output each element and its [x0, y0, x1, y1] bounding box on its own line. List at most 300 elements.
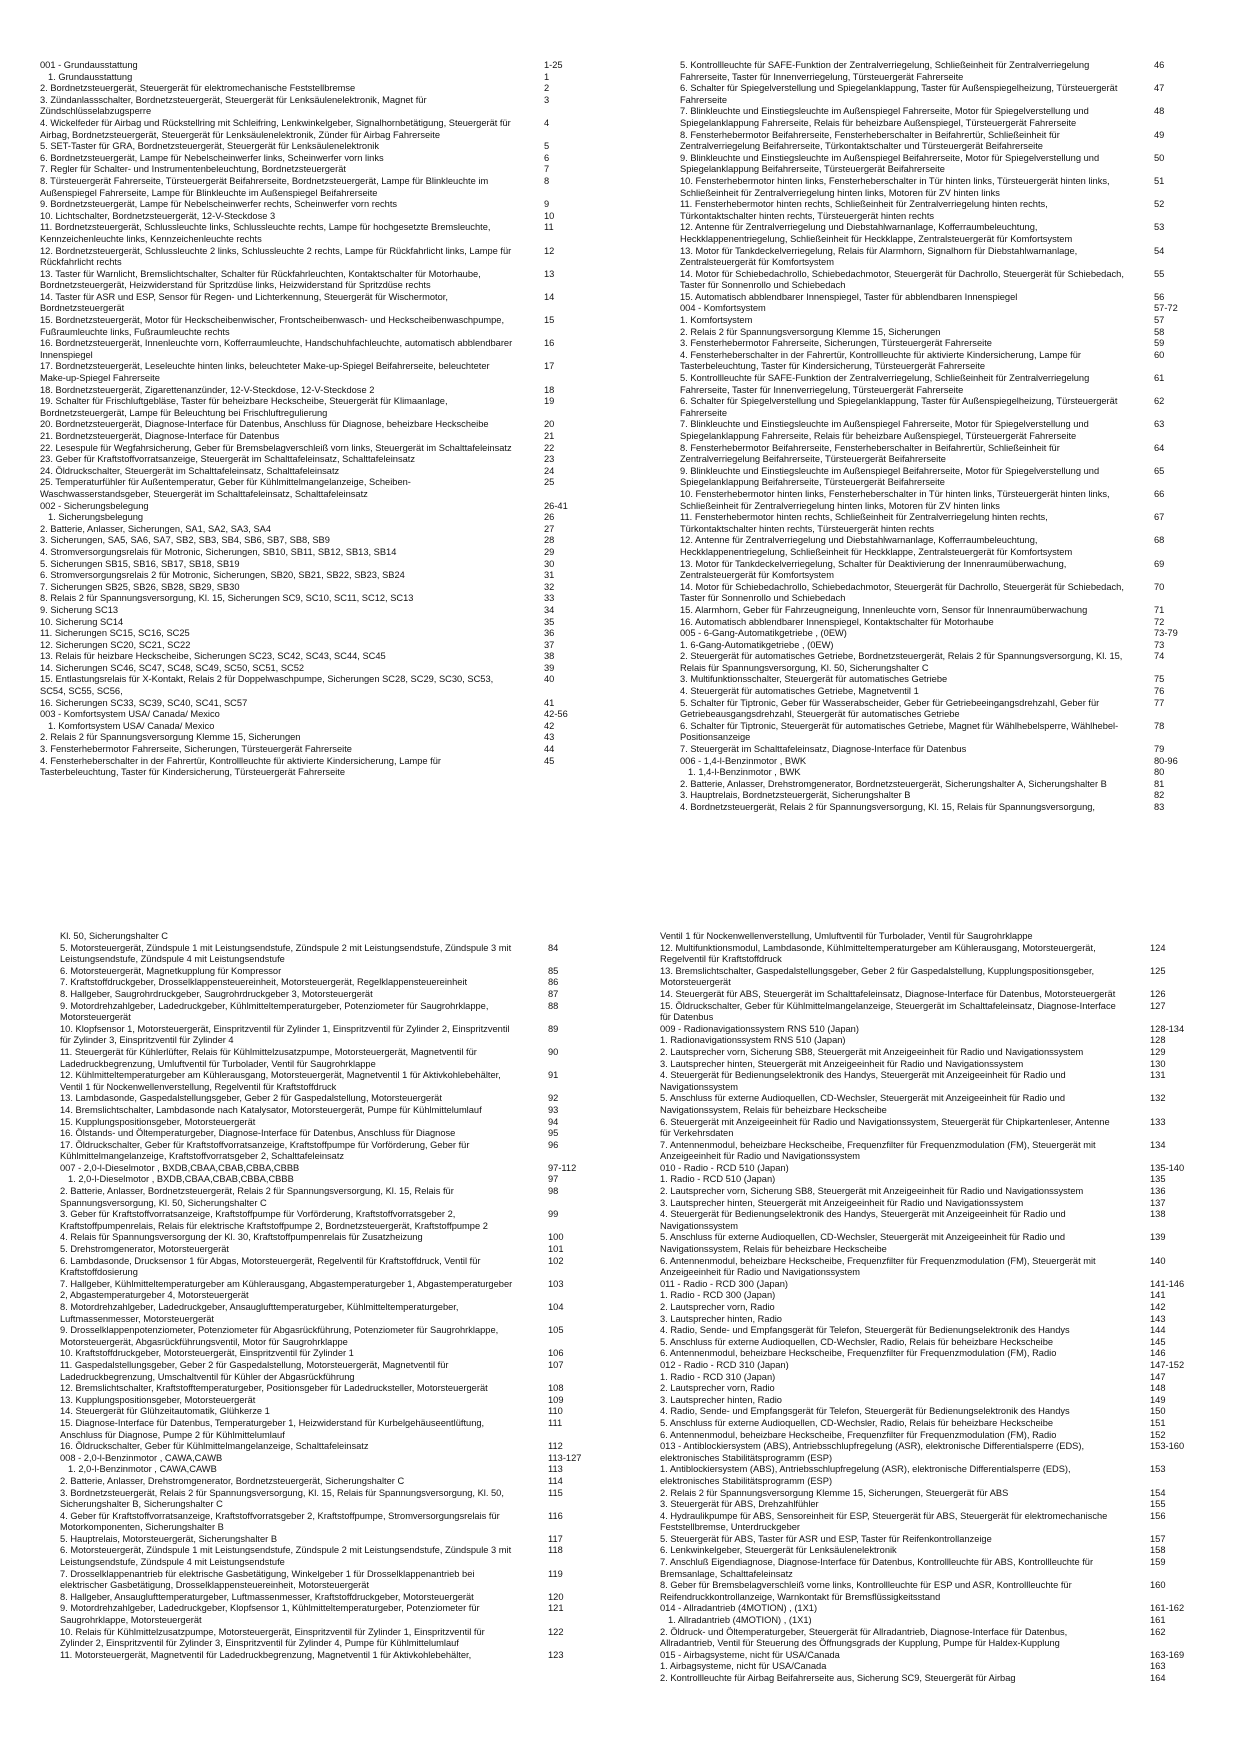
- toc-entry: [660, 1314, 1192, 1326]
- toc-entry: [60, 1128, 600, 1140]
- toc-entry-page: 92: [548, 1093, 559, 1104]
- toc-entry-title: 6. Antennenmodul, beheizbare Heckscheibe, Frequenzfilter für Frequenzmodulation (FM), Radio: [660, 1348, 1057, 1359]
- toc-entry-title: 9. Sicherung SC13: [40, 604, 119, 615]
- toc-entry-page: 112: [548, 1441, 563, 1452]
- toc-entry: [660, 1545, 1192, 1557]
- toc-entry-page: 153: [1150, 1464, 1166, 1475]
- toc-entry: [660, 1163, 1192, 1175]
- toc-entry: [60, 1093, 600, 1105]
- toc-entry: [680, 396, 1190, 419]
- toc-entry-page: 35: [544, 616, 555, 627]
- toc-entry-page: 1: [544, 71, 550, 82]
- toc-entry: [40, 721, 600, 733]
- toc-entry: [40, 60, 600, 72]
- toc-entry-page: 162: [1150, 1626, 1166, 1637]
- toc-entry-title: 7. Hallgeber, Kühlmitteltemperaturgeber am Kühlerausgang, Abgastemperaturgeber 1, Abgastemperaturgeber 2, Abgastemperaturgeber 4, Motorsteuergerät: [60, 1278, 513, 1301]
- toc-entry: [60, 1163, 600, 1175]
- toc-entry-title: 9. Blinkleuchte und Einstiegsleuchte im Außenspiegel Beifahrerseite, Motor für Spiegelverstellung und Spiegelanklappung Beifahrerseite, Türsteuergerät Beifahrerseite: [680, 152, 1100, 175]
- toc-entry-title: 7. Anschluß Eigendiagnose, Diagnose-Interface für Datenbus, Kontrollleuchte für ABS, Kontrollleuchte für Bremsanlage, Schalttafeleinsatz: [660, 1557, 1094, 1579]
- toc-entry: [40, 756, 600, 779]
- toc-entry-page: 26: [544, 512, 555, 523]
- toc-entry-title: 7. Steuergerät im Schalttafeleinsatz, Diagnose-Interface für Datenbus: [680, 744, 967, 755]
- toc-entry-title: 1. Komfortsystem: [680, 315, 753, 326]
- toc-entry-page: 59: [1154, 338, 1165, 349]
- toc-entry-title: 12. Antenne für Zentralverriegelung und Diebstahlwarnanlage, Kofferraumbeleuchtung, Heckklappenentriegelung, Schließeinheit für Heckklappe, Zentralsteuergerät für Komfortsystem: [680, 222, 1073, 244]
- toc-entry-title: 004 - Komfortsystem: [680, 303, 766, 314]
- toc-entry-page: 134: [1150, 1139, 1166, 1150]
- toc-entry: [680, 686, 1190, 698]
- toc-entry-page: 3: [544, 94, 550, 105]
- toc-entry-title: 8. Türsteuergerät Fahrerseite, Türsteuergerät Beifahrerseite, Bordnetzsteuergerät, Lampe für Blinkleuchte im Außenspiegel Fahrerseite, Lampe für Blinkleuchte im Außenspiegel Beifahrerseite: [40, 175, 489, 198]
- toc-entry-page: 141-146: [1150, 1278, 1185, 1289]
- toc-entry: [40, 535, 600, 547]
- toc-entry-page: 24: [544, 465, 555, 476]
- toc-entry: [60, 1476, 600, 1488]
- toc-entry-page: 58: [1154, 326, 1165, 337]
- toc-entry: [660, 1256, 1192, 1279]
- toc-entry-title: 4. Fensterheberschalter in der Fahrertür, Kontrollleuchte für aktivierte Kindersicherung, Lampe für Tasterbeleuchtung, Taster für Kindersicherung, Türsteuergerät Fahrerseite: [680, 349, 1082, 372]
- toc-entry-title: 5. Steuergerät für ABS, Taster für ASR und ESP, Taster für Reifenkontrollanzeige: [660, 1533, 992, 1544]
- toc-entry: [660, 1499, 1192, 1511]
- toc-entry-title: 005 - 6-Gang-Automatikgetriebe , (0EW): [680, 628, 847, 639]
- toc-entry-page: 53: [1154, 222, 1165, 233]
- toc-entry: [660, 1406, 1192, 1418]
- toc-entry-title: 15. Alarmhorn, Geber für Fahrzeugneigung, Innenleuchte vorn, Sensor für Innenraumüberwachung: [680, 604, 1088, 615]
- toc-entry: [680, 60, 1190, 83]
- toc-entry-page: 13: [544, 268, 555, 279]
- toc-entry-page: 102: [548, 1255, 564, 1266]
- toc-entry: [40, 732, 600, 744]
- toc-entry: [660, 1661, 1192, 1673]
- toc-entry-title: 10. Fensterhebermotor hinten links, Fensterheberschalter in Tür hinten links, Türsteuergerät hinten links, Schließeinheit für Zentralverriegelung hinten links, Motoren für ZV hinten links: [680, 488, 1110, 511]
- toc-entry-title: 12. Sicherungen SC20, SC21, SC22: [40, 639, 191, 650]
- toc-entry-title: 2. Bordnetzsteuergerät, Steuergerät für elektromechanische Feststellbremse: [40, 83, 356, 94]
- toc-entry-page: 135-140: [1150, 1162, 1185, 1173]
- toc-entry-title: 9. Motordrehzahlgeber, Ladedruckgeber, Klopfsensor 1, Kühlmitteltemperaturgeber, Potenziometer für Saugrohrklappe, Motorsteuergerät: [60, 1603, 480, 1626]
- toc-entry-page: 36: [544, 628, 555, 639]
- toc-entry-page: 124: [1150, 942, 1166, 953]
- toc-entry-page: 19: [544, 396, 555, 407]
- toc-entry-page: 150: [1150, 1406, 1166, 1417]
- toc-entry: [60, 1453, 600, 1465]
- toc-entry-page: 86: [548, 977, 559, 988]
- toc-entry-page: 139: [1150, 1232, 1166, 1243]
- toc-entry-title: 8. Geber für Bremsbelagverschleiß vorne links, Kontrollleuchte für ESP und ASR, Kontrollleuchte für Reifendruckkontrollanzeige, Warnkontakt für Bremsflüssigkeitsstand: [660, 1580, 1072, 1602]
- toc-entry-title: 010 - Radio - RCD 510 (Japan): [660, 1162, 789, 1173]
- toc-entry-title: 13. Motor für Tankdeckelverriegelung, Relais für Alarmhorn, Signalhorn für Diebstahlwarnanlage, Zentralsteuergerät für Komfortsystem: [680, 245, 1078, 268]
- toc-entry-page: 66: [1154, 488, 1165, 499]
- toc-entry: [660, 1047, 1192, 1059]
- toc-entry-title: 4. Radio, Sende- und Empfangsgerät für Telefon, Steuergerät für Bedienungselektronik des Handys: [660, 1406, 1070, 1417]
- toc-entry-title: 5. Anschluss für externe Audioquellen, CD-Wechsler, Steuergerät mit Anzeigeeinheit für Radio und Navigationssystem, Relais für beheizbare Heckscheibe: [660, 1093, 1065, 1115]
- toc-entry-title: 6. Motorsteuergerät, Magnetkupplung für Kompressor: [60, 965, 282, 976]
- toc-entry: [60, 1534, 600, 1546]
- toc-entry: [680, 443, 1190, 466]
- toc-entry-title: 5. Drehstromgenerator, Motorsteuergerät: [60, 1244, 229, 1255]
- toc-entry-title: 6. Schalter für Tiptronic, Steuergerät für automatisches Getriebe, Magnet für Wählhebelsperre, Wählhebel-Positionsanzeige: [680, 720, 1119, 743]
- toc-entry-title: 012 - Radio - RCD 310 (Japan): [660, 1359, 789, 1370]
- toc-entry-title: 4. Radio, Sende- und Empfangsgerät für Telefon, Steuergerät für Bedienungselektronik des Handys: [660, 1325, 1070, 1336]
- toc-entry: [40, 651, 600, 663]
- toc-entry: [40, 744, 600, 756]
- toc-entry-page: 85: [548, 965, 559, 976]
- toc-entry: [680, 744, 1190, 756]
- toc-entry: [680, 269, 1190, 292]
- toc-entry-title: 1. Airbagsysteme, nicht für USA/Canada: [660, 1661, 827, 1672]
- toc-entry: [40, 501, 600, 513]
- toc-entry: [660, 1360, 1192, 1372]
- toc-entry-page: 51: [1154, 175, 1165, 186]
- toc-entry-page: 155: [1150, 1499, 1166, 1510]
- toc-entry-page: 44: [544, 744, 555, 755]
- toc-entry: [40, 315, 600, 338]
- toc-entry-title: 16. Sicherungen SC33, SC39, SC40, SC41, SC57: [40, 697, 248, 708]
- toc-entry: [680, 466, 1190, 489]
- toc-entry-title: 1. Radionavigationssystem RNS 510 (Japan): [660, 1035, 846, 1046]
- toc-entry-title: 3. Zündanlassschalter, Bordnetzsteuergerät, Steuergerät für Lenksäulenelektronik, Magnet für Zündschlüsselabzugsperre: [40, 94, 427, 117]
- toc-entry-title: 9. Motordrehzahlgeber, Ladedruckgeber, Kühlmitteltemperaturgeber, Potenziometer für Saugrohrklappe, Motorsteuergerät: [60, 1000, 489, 1023]
- toc-entry: [680, 176, 1190, 199]
- toc-entry-title: 14. Taster für ASR und ESP, Sensor für Regen- und Lichterkennung, Steuergerät für Wischermotor, Bordnetzsteuergerät: [40, 291, 448, 314]
- toc-entry-title: 10. Relais für Kühlmittelzusatzpumpe, Motorsteuergerät, Einspritzventil für Zylinder 1, Einspritzventil für Zylinder 2, Einspritzventil für Zylinder 3, Einspritzventil für Zylinder 4, Pumpe für Kühlmittelumlauf: [60, 1626, 485, 1649]
- toc-entry: [660, 1650, 1192, 1662]
- toc-entry-title: 3. Lautsprecher hinten, Steuergerät mit Anzeigeeinheit für Radio und Navigationssystem: [660, 1197, 1024, 1208]
- toc-entry: [660, 989, 1192, 1001]
- toc-entry-page: 151: [1150, 1417, 1166, 1428]
- toc-entry-page: 95: [548, 1128, 559, 1139]
- toc-entry: [680, 153, 1190, 176]
- toc-entry: [680, 802, 1190, 814]
- toc-entry-title: 19. Schalter für Frischluftgebläse, Taster für beheizbare Heckscheibe, Steuergerät für Klimaanlage, Bordnetzsteuergerät, Lampe für Beleuchtung bei Frischluftregulierung: [40, 396, 448, 418]
- toc-entry-title: 10. Kraftstoffdruckgeber, Motorsteuergerät, Einspritzventil für Zylinder 1: [60, 1348, 354, 1359]
- toc-entry-page: 60: [1154, 349, 1165, 360]
- toc-entry-title: 14. Steuergerät für ABS, Steuergerät im Schalttafeleinsatz, Diagnose-Interface für Datenbus, Motorsteuergerät: [660, 988, 1116, 999]
- toc-entry-page: 17: [544, 361, 555, 372]
- toc-entry: [40, 443, 600, 455]
- toc-entry-page: 89: [548, 1023, 559, 1034]
- toc-entry-page: 153-160: [1150, 1441, 1185, 1452]
- toc-entry-page: 73: [1154, 639, 1165, 650]
- toc-entry-page: 10: [544, 210, 555, 221]
- toc-entry-title: 5. Motorsteuergerät, Zündspule 1 mit Leistungsendstufe, Zündspule 2 mit Leistungsendstufe, Zündspule 3 mit Leistungsendstufe, Zündspule 4 mit Leistungsendstufe: [60, 942, 512, 965]
- toc-entry-title: 2. Batterie, Anlasser, Bordnetzsteuergerät, Relais 2 für Spannungsversorgung, Kl. 15, Relais für Spannungsversorgung, Kl. 50, Sicherungshalter C: [60, 1186, 454, 1208]
- toc-entry-page: 106: [548, 1348, 564, 1359]
- toc-entry-page: 135: [1150, 1174, 1166, 1185]
- toc-entry: [40, 419, 600, 431]
- toc-entry-page: 42-56: [544, 709, 568, 720]
- toc-entry-page: 30: [544, 558, 555, 569]
- toc-entry-title: 6. Schalter für Spiegelverstellung und Spiegelanklappung, Taster für Außenspiegelheizung, Türsteuergerät Fahrerseite: [680, 396, 1118, 418]
- toc-entry-page: 84: [548, 942, 559, 953]
- toc-entry: [60, 1603, 600, 1626]
- toc-entry-page: 75: [1154, 674, 1165, 685]
- toc-entry-page: 41: [544, 697, 555, 708]
- toc-entry-title: 1. Radio - RCD 300 (Japan): [660, 1290, 776, 1301]
- toc-entry: [680, 767, 1190, 779]
- toc-entry-page: 71: [1154, 604, 1165, 615]
- toc-entry-title: 18. Bordnetzsteuergerät, Zigarettenanzünder, 12-V-Steckdose, 12-V-Steckdose 2: [40, 384, 375, 395]
- toc-entry-title: 3. Bordnetzsteuergerät, Relais 2 für Spannungsversorgung, Kl. 15, Relais für Spannungsversorgung, Kl. 50, Sicherungshalter B, Sicherungshalter C: [60, 1487, 504, 1510]
- toc-entry-page: 68: [1154, 535, 1165, 546]
- toc-entry-page: 97-112: [548, 1162, 577, 1173]
- toc-entry-title: 1. Grundausstattung: [48, 71, 133, 82]
- toc-entry-page: 33: [544, 593, 555, 604]
- toc-entry: [40, 431, 600, 443]
- toc-entry-title: 2. Relais 2 für Spannungsversorgung Klemme 15, Sicherungen: [680, 326, 941, 337]
- toc-entry-title: 4. Stromversorgungsrelais für Motronic, Sicherungen, SB10, SB11, SB12, SB13, SB14: [40, 546, 397, 557]
- toc-entry: [680, 327, 1190, 339]
- toc-entry: [680, 756, 1190, 768]
- toc-entry-page: 133: [1150, 1116, 1166, 1127]
- toc-entry: [40, 199, 600, 211]
- toc-entry: [40, 593, 600, 605]
- toc-entry-page: 126: [1150, 988, 1166, 999]
- toc-entry-title: 7. Drosselklappenantrieb für elektrische Gasbetätigung, Winkelgeber 1 für Drosselklappenantrieb bei elektrischer Gasbetätigung, Drosselklappensteuereinheit, Motorsteuergerät: [60, 1568, 475, 1591]
- toc-entry-page: 2: [544, 83, 550, 94]
- toc-entry-title: 11. Gaspedalstellungsgeber, Geber 2 für Gaspedalstellung, Motorsteuergerät, Magnetventil für Ladedruckbegrenzung, Umschaltventil für Kühler der Abgasrückführung: [60, 1359, 449, 1382]
- toc-entry: [660, 1198, 1192, 1210]
- toc-entry-page: 57: [1154, 315, 1165, 326]
- toc-entry-page: 42: [544, 720, 555, 731]
- toc-entry-title: 1. Antiblockiersystem (ABS), Antriebsschlupfregelung (ASR), elektronische Differentialsperre (EDS), elektronisches Stabilitätsprogramm (ESP): [660, 1464, 1071, 1486]
- toc-entry-page: 8: [544, 175, 550, 186]
- toc-entry-title: 5. Anschluss für externe Audioquellen, CD-Wechsler, Radio, Relais für beheizbare Heckscheibe: [660, 1336, 1054, 1347]
- toc-entry-page: 47: [1154, 83, 1165, 94]
- toc-entry: [40, 385, 600, 397]
- toc-entry-title: 7. Antennenmodul, beheizbare Heckscheibe, Frequenzfilter für Frequenzmodulation (FM), Steuergerät mit Anzeigeeinheit für Radio und Navigationssystem: [660, 1139, 1096, 1162]
- toc-entry: [680, 698, 1190, 721]
- toc-entry-page: 149: [1150, 1394, 1166, 1405]
- toc-entry-title: 011 - Radio - RCD 300 (Japan): [660, 1278, 788, 1289]
- toc-entry-title: 16. Bordnetzsteuergerät, Innenleuchte vorn, Kofferraumleuchte, Handschuhfachleuchte, automatisch abblendbarer Innenspiegel: [40, 338, 513, 360]
- toc-entry-page: 105: [548, 1325, 564, 1336]
- toc-entry: [680, 130, 1190, 153]
- toc-entry-title: 2. Kontrollleuchte für Airbag Beifahrerseite aus, Sicherung SC9, Steuergerät für Airbag: [660, 1673, 1016, 1683]
- toc-entry-title: 15. Automatisch abblendbarer Innenspiegel, Taster für abblendbaren Innenspiegel: [680, 291, 1018, 302]
- toc-entry-page: 100: [548, 1232, 564, 1243]
- toc-entry-page: 156: [1150, 1510, 1166, 1521]
- toc-entry: [680, 246, 1190, 269]
- toc-entry: [680, 222, 1190, 245]
- toc-entry: [660, 1372, 1192, 1384]
- toc-entry-title: 9. Blinkleuchte und Einstiegsleuchte im Außenspiegel Beifahrerseite, Motor für Spiegelverstellung und Spiegelanklappung Beifahrerseite, Türsteuergerät Beifahrerseite: [680, 465, 1100, 488]
- toc-entry-page: 21: [544, 431, 555, 441]
- toc-entry-title: 6. Lambdasonde, Drucksensor 1 für Abgas, Motorsteuergerät, Regelventil für Kraftstoffdruck, Ventil für Kraftstoffdosierung: [60, 1255, 481, 1278]
- toc-entry-page: 154: [1150, 1487, 1166, 1498]
- toc-entry-page: 18: [544, 384, 555, 395]
- toc-entry: [40, 628, 600, 640]
- toc-entry-title: 8. Relais 2 für Spannungsversorgung, Kl. 15, Sicherungen SC9, SC10, SC11, SC12, SC13: [40, 593, 414, 604]
- toc-entry-page: 15: [544, 315, 555, 326]
- toc-entry-title: 1. Komfortsystem USA/ Canada/ Mexico: [48, 720, 215, 731]
- toc-entry: [680, 790, 1190, 802]
- toc-entry: [680, 489, 1190, 512]
- toc-entry-page: 114: [548, 1475, 563, 1486]
- toc-entry: [60, 1360, 600, 1383]
- toc-entry-title: 16. Automatisch abblendbarer Innenspiegel, Kontaktschalter für Motorhaube: [680, 616, 994, 627]
- toc-entry: [660, 1024, 1192, 1036]
- toc-entry-page: 127: [1150, 1000, 1166, 1011]
- toc-column-left: [40, 60, 600, 779]
- toc-entry-title: 002 - Sicherungsbelegung: [40, 500, 149, 511]
- toc-entry-title: 11. Sicherungen SC15, SC16, SC25: [40, 628, 190, 639]
- toc-entry-title: 015 - Airbagsysteme, nicht für USA/Canada: [660, 1649, 840, 1660]
- toc-entry: [660, 1035, 1192, 1047]
- toc-entry: [660, 1140, 1192, 1163]
- toc-entry-page: 132: [1150, 1093, 1166, 1104]
- toc-entry-page: 90: [548, 1046, 559, 1057]
- toc-entry-title: 5. Kontrollleuchte für SAFE-Funktion der Zentralverriegelung, Schließeinheit für Zentralverriegelung Fahrerseite, Taster für Innenverriegelung, Türsteuergerät Fahrerseite: [680, 373, 1090, 395]
- toc-entry-page: 69: [1154, 558, 1165, 569]
- toc-entry-title: 003 - Komfortsystem USA/ Canada/ Mexico: [40, 709, 220, 720]
- toc-entry-title: 15. Entlastungsrelais für X-Kontakt, Relais 2 für Doppelwaschpumpe, Sicherungen SC28, SC29, SC30, SC53, SC54, SC55, SC56,: [40, 674, 494, 697]
- toc-entry-title: Ventil 1 für Nockenwellenverstellung, Umluftventil für Turbolader, Ventil für Saugrohrklappe: [660, 931, 1033, 941]
- toc-entry-page: 99: [548, 1209, 559, 1220]
- toc-entry-title: 2. Steuergerät für automatisches Getriebe, Bordnetzsteuergerät, Relais 2 für Spannungsversorgung, Kl. 15, Relais für Spannungsversorgung, Kl. 50, Sicherungshalter C: [680, 651, 1123, 673]
- toc-entry-page: 12: [544, 245, 555, 256]
- toc-entry: [660, 1673, 1192, 1685]
- toc-entry: [40, 292, 600, 315]
- toc-entry: [660, 1186, 1192, 1198]
- toc-entry: [660, 1070, 1192, 1093]
- toc-entry-title: 7. Blinkleuchte und Einstiegsleuchte im Außenspiegel Fahrerseite, Motor für Spiegelverstellung und Spiegelanklappung Fahrerseite, Relais für beheizbare Außenspiegel, Türsteuergerät Fahrerseite: [680, 106, 1089, 128]
- toc-entry-page: 116: [548, 1510, 563, 1521]
- toc-entry: [660, 1430, 1192, 1442]
- toc-entry-page: 26-41: [544, 500, 568, 511]
- toc-entry: [680, 419, 1190, 442]
- toc-entry-title: 8. Hallgeber, Saugrohrdruckgeber, Saugrohrdruckgeber 3, Motorsteuergerät: [60, 988, 373, 999]
- toc-entry-page: 96: [548, 1139, 559, 1150]
- toc-entry-page: 113-127: [548, 1452, 582, 1463]
- toc-entry-title: 007 - 2,0-l-Dieselmotor , BXDB,CBAA,CBAB,CBBA,CBBB: [60, 1162, 300, 1173]
- toc-entry-page: 123: [548, 1649, 564, 1660]
- toc-entry-title: 11. Motorsteuergerät, Magnetventil für Ladedruckbegrenzung, Magnetventil 1 für Aktivkohlebehälter,: [60, 1649, 472, 1660]
- toc-entry-title: 1. Radio - RCD 510 (Japan): [660, 1174, 776, 1185]
- toc-entry-title: 8. Motordrehzahlgeber, Ladedruckgeber, Ansauglufttemperaturgeber, Kühlmitteltemperaturgeber, Luftmassenmesser, Motorsteuergerät: [60, 1302, 459, 1324]
- toc-entry-page: 136: [1150, 1186, 1166, 1197]
- toc-entry: [40, 361, 600, 384]
- toc-entry-title: 6. Schalter für Spiegelverstellung und Spiegelanklappung, Taster für Außenspiegelheizung, Türsteuergerät Fahrerseite: [680, 83, 1118, 105]
- toc-entry-page: 111: [548, 1417, 563, 1428]
- toc-entry-page: 159: [1150, 1557, 1166, 1568]
- toc-entry: [60, 1117, 600, 1129]
- toc-entry: [40, 570, 600, 582]
- toc-entry: [40, 640, 600, 652]
- toc-entry: [660, 1174, 1192, 1186]
- toc-entry-title: 10. Klopfsensor 1, Motorsteuergerät, Einspritzventil für Zylinder 1, Einspritzventil für Zylinder 2, Einspritzventil für Zylinder 3, Einspritzventil für Zylinder 4: [60, 1023, 510, 1046]
- toc-entry-page: 31: [544, 570, 555, 581]
- toc-entry: [60, 1186, 600, 1209]
- toc-entry-page: 101: [548, 1244, 564, 1255]
- toc-entry-page: 70: [1154, 581, 1165, 592]
- toc-entry-page: 107: [548, 1359, 564, 1370]
- toc-entry-title: 10. Sicherung SC14: [40, 616, 124, 627]
- toc-entry-title: 15. Bordnetzsteuergerät, Motor für Heckscheibenwischer, Frontscheibenwasch- und Heckscheibenwaschpumpe, Fußraumleuchte links, Fußraumleuchte rechts: [40, 315, 505, 337]
- toc-entry: [60, 966, 600, 978]
- toc-entry: [40, 269, 600, 292]
- toc-entry-title: 3. Lautsprecher hinten, Steuergerät mit Anzeigeeinheit für Radio und Navigationssystem: [660, 1058, 1024, 1069]
- toc-entry-page: 45: [544, 755, 555, 766]
- toc-entry: [680, 303, 1190, 315]
- toc-entry: [40, 698, 600, 710]
- toc-entry-title: 008 - 2,0-l-Benzinmotor , CAWA,CAWB: [60, 1452, 223, 1463]
- toc-entry-title: 2. Lautsprecher vorn, Radio: [660, 1383, 775, 1394]
- toc-entry-page: 72: [1154, 616, 1165, 627]
- toc-entry: [60, 1024, 600, 1047]
- toc-entry-page: 5: [544, 141, 550, 152]
- toc-entry-page: 146: [1150, 1348, 1166, 1359]
- toc-entry: [40, 118, 600, 141]
- toc-entry-page: 11: [544, 222, 554, 233]
- toc-entry-page: 54: [1154, 245, 1165, 256]
- toc-entry-page: 14: [544, 291, 555, 302]
- toc-entry: [60, 1627, 600, 1650]
- toc-entry: [680, 605, 1190, 617]
- toc-entry-page: 131: [1150, 1070, 1166, 1081]
- toc-entry-title: 13. Motor für Tankdeckelverriegelung, Schalter für Deaktivierung der Innenraumüberwachung, Zentralsteuergerät für Komfortsystem: [680, 558, 1067, 581]
- toc-entry: [660, 943, 1192, 966]
- toc-entry: [60, 1418, 600, 1441]
- toc-entry: [40, 674, 600, 697]
- toc-entry: [60, 1047, 600, 1070]
- toc-entry: [40, 222, 600, 245]
- toc-entry-page: 117: [548, 1533, 563, 1544]
- toc-entry-page: 61: [1154, 373, 1165, 384]
- toc-entry: [60, 977, 600, 989]
- toc-entry: [40, 709, 600, 721]
- toc-entry: [680, 721, 1190, 744]
- toc-entry-page: 104: [548, 1302, 564, 1312]
- toc-entry-page: 93: [548, 1104, 559, 1115]
- toc-entry-page: 109: [548, 1394, 564, 1405]
- toc-entry: [60, 1325, 600, 1348]
- toc-entry-page: 128: [1150, 1035, 1166, 1046]
- toc-entry-title: 2. Batterie, Anlasser, Drehstromgenerator, Bordnetzsteuergerät, Sicherungshalter A, Sicherungshalter B: [680, 778, 1107, 789]
- toc-entry-page: 37: [544, 639, 555, 650]
- toc-entry: [60, 1511, 600, 1534]
- toc-entry-title: 4. Bordnetzsteuergerät, Relais 2 für Spannungsversorgung, Kl. 15, Relais für Spannungsversorgung,: [680, 802, 1095, 812]
- toc-entry: [40, 663, 600, 675]
- toc-entry-title: 25. Temperaturfühler für Außentemperatur, Geber für Kühlmittelmangelanzeige, Scheiben-Waschwasserstandsgeber, Steuergerät im Schalttafeleinsatz, Schalttafeleinsatz: [40, 477, 411, 499]
- toc-entry-page: 144: [1150, 1325, 1166, 1336]
- toc-entry: [680, 640, 1190, 652]
- toc-entry: [60, 1174, 600, 1186]
- toc-entry-page: 22: [544, 442, 555, 453]
- toc-entry-page: 160: [1150, 1580, 1166, 1591]
- toc-entry: [60, 931, 600, 943]
- toc-entry: [680, 292, 1190, 304]
- toc-entry-page: 142: [1150, 1302, 1166, 1312]
- toc-entry-title: 11. Steuergerät für Kühlerlüfter, Relais für Kühlmittelzusatzpumpe, Motorsteuergerät, Magnetventil für Ladedruckbegrenzung, Umluftventil für Turbolader, Ventil für Saugrohrklappe: [60, 1046, 477, 1069]
- toc-entry: [40, 582, 600, 594]
- toc-entry-title: 6. Antennenmodul, beheizbare Heckscheibe, Frequenzfilter für Frequenzmodulation (FM), Steuergerät mit Anzeigeeinheit für Radio und Navigationssystem: [660, 1255, 1096, 1278]
- toc-entry: [40, 477, 600, 500]
- toc-entry-title: 1. Allradantrieb (4MOTION) , (1X1): [668, 1615, 812, 1626]
- toc-entry-title: 1. 1,4-l-Benzinmotor , BWK: [688, 767, 801, 778]
- toc-entry: [40, 454, 600, 466]
- toc-entry-title: 13. Bremslichtschalter, Gaspedalstellungsgeber, Geber 2 für Gaspedalstellung, Kupplungspositionsgeber, Motorsteuergerät: [660, 965, 1095, 988]
- toc-entry: [660, 1325, 1192, 1337]
- toc-entry-title: 16. Ölstands- und Öltemperaturgeber, Diagnose-Interface für Datenbus, Anschluss für Diagnose: [60, 1128, 456, 1139]
- toc-entry-title: 17. Bordnetzsteuergerät, Leseleuchte hinten links, beleuchteter Make-up-Spiegel Beifahrerseite, beleuchteter Make-up-Spiegel Fahrerseite: [40, 361, 490, 384]
- toc-column-right: [680, 60, 1190, 814]
- toc-entry: [660, 931, 1192, 943]
- toc-entry-page: 39: [544, 662, 555, 673]
- toc-entry: [60, 1001, 600, 1024]
- toc-entry-page: 161: [1150, 1615, 1166, 1626]
- toc-entry-title: 3. Steuergerät für ABS, Drehzahlfühler: [660, 1499, 819, 1510]
- toc-entry-title: 2. Relais 2 für Spannungsversorgung Klemme 15, Sicherungen: [40, 732, 301, 743]
